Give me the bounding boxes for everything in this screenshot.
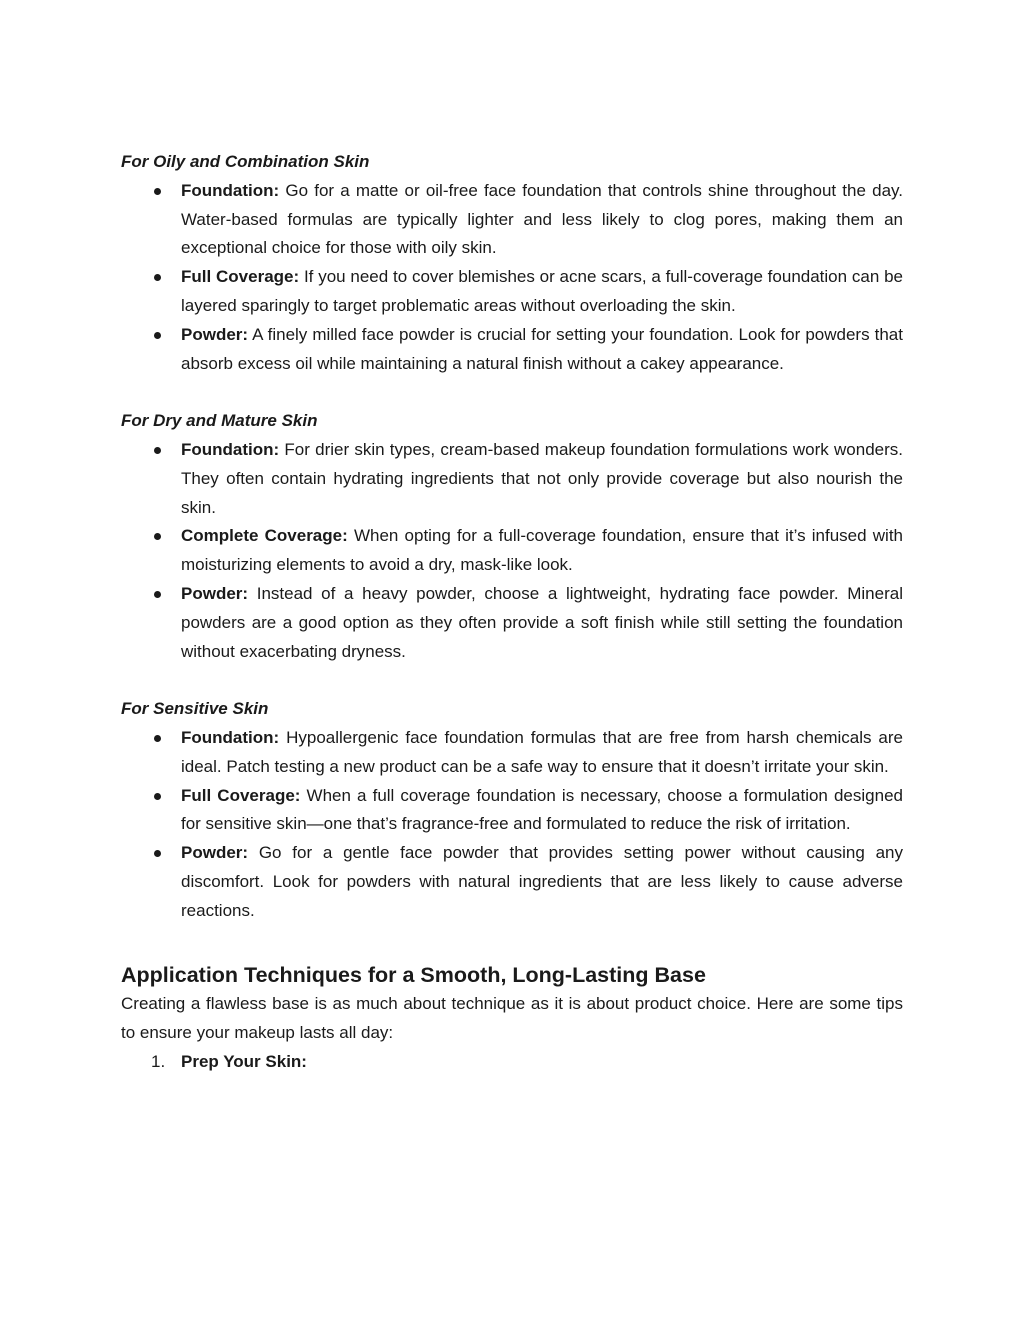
list-item [121, 839, 903, 925]
list-item [121, 177, 903, 263]
item-text: For drier skin types, cream-based makeup foundation formulations work wonders. They often contain hydrating ingredients that not only provide coverage but also nourish the skin. [181, 439, 903, 517]
section-sensitive-skin [121, 695, 903, 925]
section-heading: For Oily and Combination Skin [121, 152, 370, 171]
item-text: Go for a gentle face powder that provides setting power without causing any discomfort. Look for powders with natural ingredients that are less likely to cause adverse reactions. [181, 843, 903, 920]
item-text: Go for a matte or oil-free face foundation that controls shine throughout the day. Water-based formulas are typically lighter and less likely to clog pores, making them an exceptional choice for those with oily skin. [181, 180, 903, 258]
bullet-icon [154, 533, 161, 540]
item-term: Prep Your Skin: [181, 1051, 307, 1071]
list-item [121, 321, 903, 379]
item-term: Complete Coverage: [181, 526, 348, 546]
item-text: A finely milled face powder is crucial for setting your foundation. Look for powders that absorb excess oil while maintaining a natural finish without a cakey appearance. [181, 324, 903, 373]
item-term: Foundation: [181, 439, 280, 459]
numbered-list [121, 1048, 903, 1077]
list-number: 1. [151, 1051, 166, 1071]
spacer [121, 378, 903, 407]
item-term: Full Coverage: [181, 267, 300, 287]
intro-paragraph: Creating a flawless base is as much about technique as it is about product choice. Here are some tips to ensure your makeup lasts all day: [121, 994, 903, 1043]
bullet-icon [154, 735, 161, 742]
bullet-icon [154, 274, 161, 281]
bullet-list [121, 436, 903, 666]
item-term: Powder: [181, 583, 249, 603]
item-text: When opting for a full-coverage foundation, ensure that it’s infused with moisturizing elements to avoid a dry, mask-like look. [181, 526, 903, 575]
list-item [121, 522, 903, 580]
document-content [121, 148, 903, 1077]
list-item [121, 782, 903, 840]
section-oily-combination-skin [121, 148, 903, 378]
bullet-list [121, 724, 903, 926]
bullet-icon [154, 332, 161, 339]
section-application-techniques [121, 960, 903, 1076]
bullet-icon [154, 591, 161, 598]
page-heading: Application Techniques for a Smooth, Long-Lasting Base [121, 963, 706, 988]
section-heading: For Dry and Mature Skin [121, 411, 318, 431]
list-item [121, 1048, 903, 1077]
item-text: If you need to cover blemishes or acne scars, a full-coverage foundation can be layered sparingly to target problematic areas without overloading the skin. [181, 267, 903, 315]
item-term: Full Coverage: [181, 785, 301, 805]
item-term: Foundation: [181, 180, 280, 200]
item-text: Hypoallergenic face foundation formulas that are free from harsh chemicals are ideal. Patch testing a new product can be a safe way to ensure that it doesn’t irritate your skin. [181, 727, 903, 776]
item-text: Instead of a heavy powder, choose a lightweight, hydrating face powder. Mineral powders are a good option as they often provide a soft finish while still setting the foundation without exacerbating dryness. [181, 583, 903, 661]
spacer [121, 666, 903, 695]
item-term: Powder: [181, 324, 249, 344]
item-term: Foundation: [181, 727, 280, 747]
item-text: When a full coverage foundation is necessary, choose a formulation designed for sensitive skin—one that’s fragrance-free and formulated to reduce the risk of irritation. [181, 785, 903, 834]
section-heading: For Sensitive Skin [121, 699, 269, 719]
bullet-icon [154, 447, 161, 454]
section-dry-mature-skin [121, 407, 903, 666]
bullet-icon [154, 850, 161, 857]
bullet-icon [154, 188, 161, 195]
list-item [121, 263, 903, 321]
spacer [121, 926, 903, 955]
bullet-list [121, 177, 903, 379]
list-item [121, 436, 903, 522]
list-item [121, 580, 903, 666]
bullet-icon [154, 793, 161, 800]
item-term: Powder: [181, 843, 249, 863]
list-item [121, 724, 903, 782]
